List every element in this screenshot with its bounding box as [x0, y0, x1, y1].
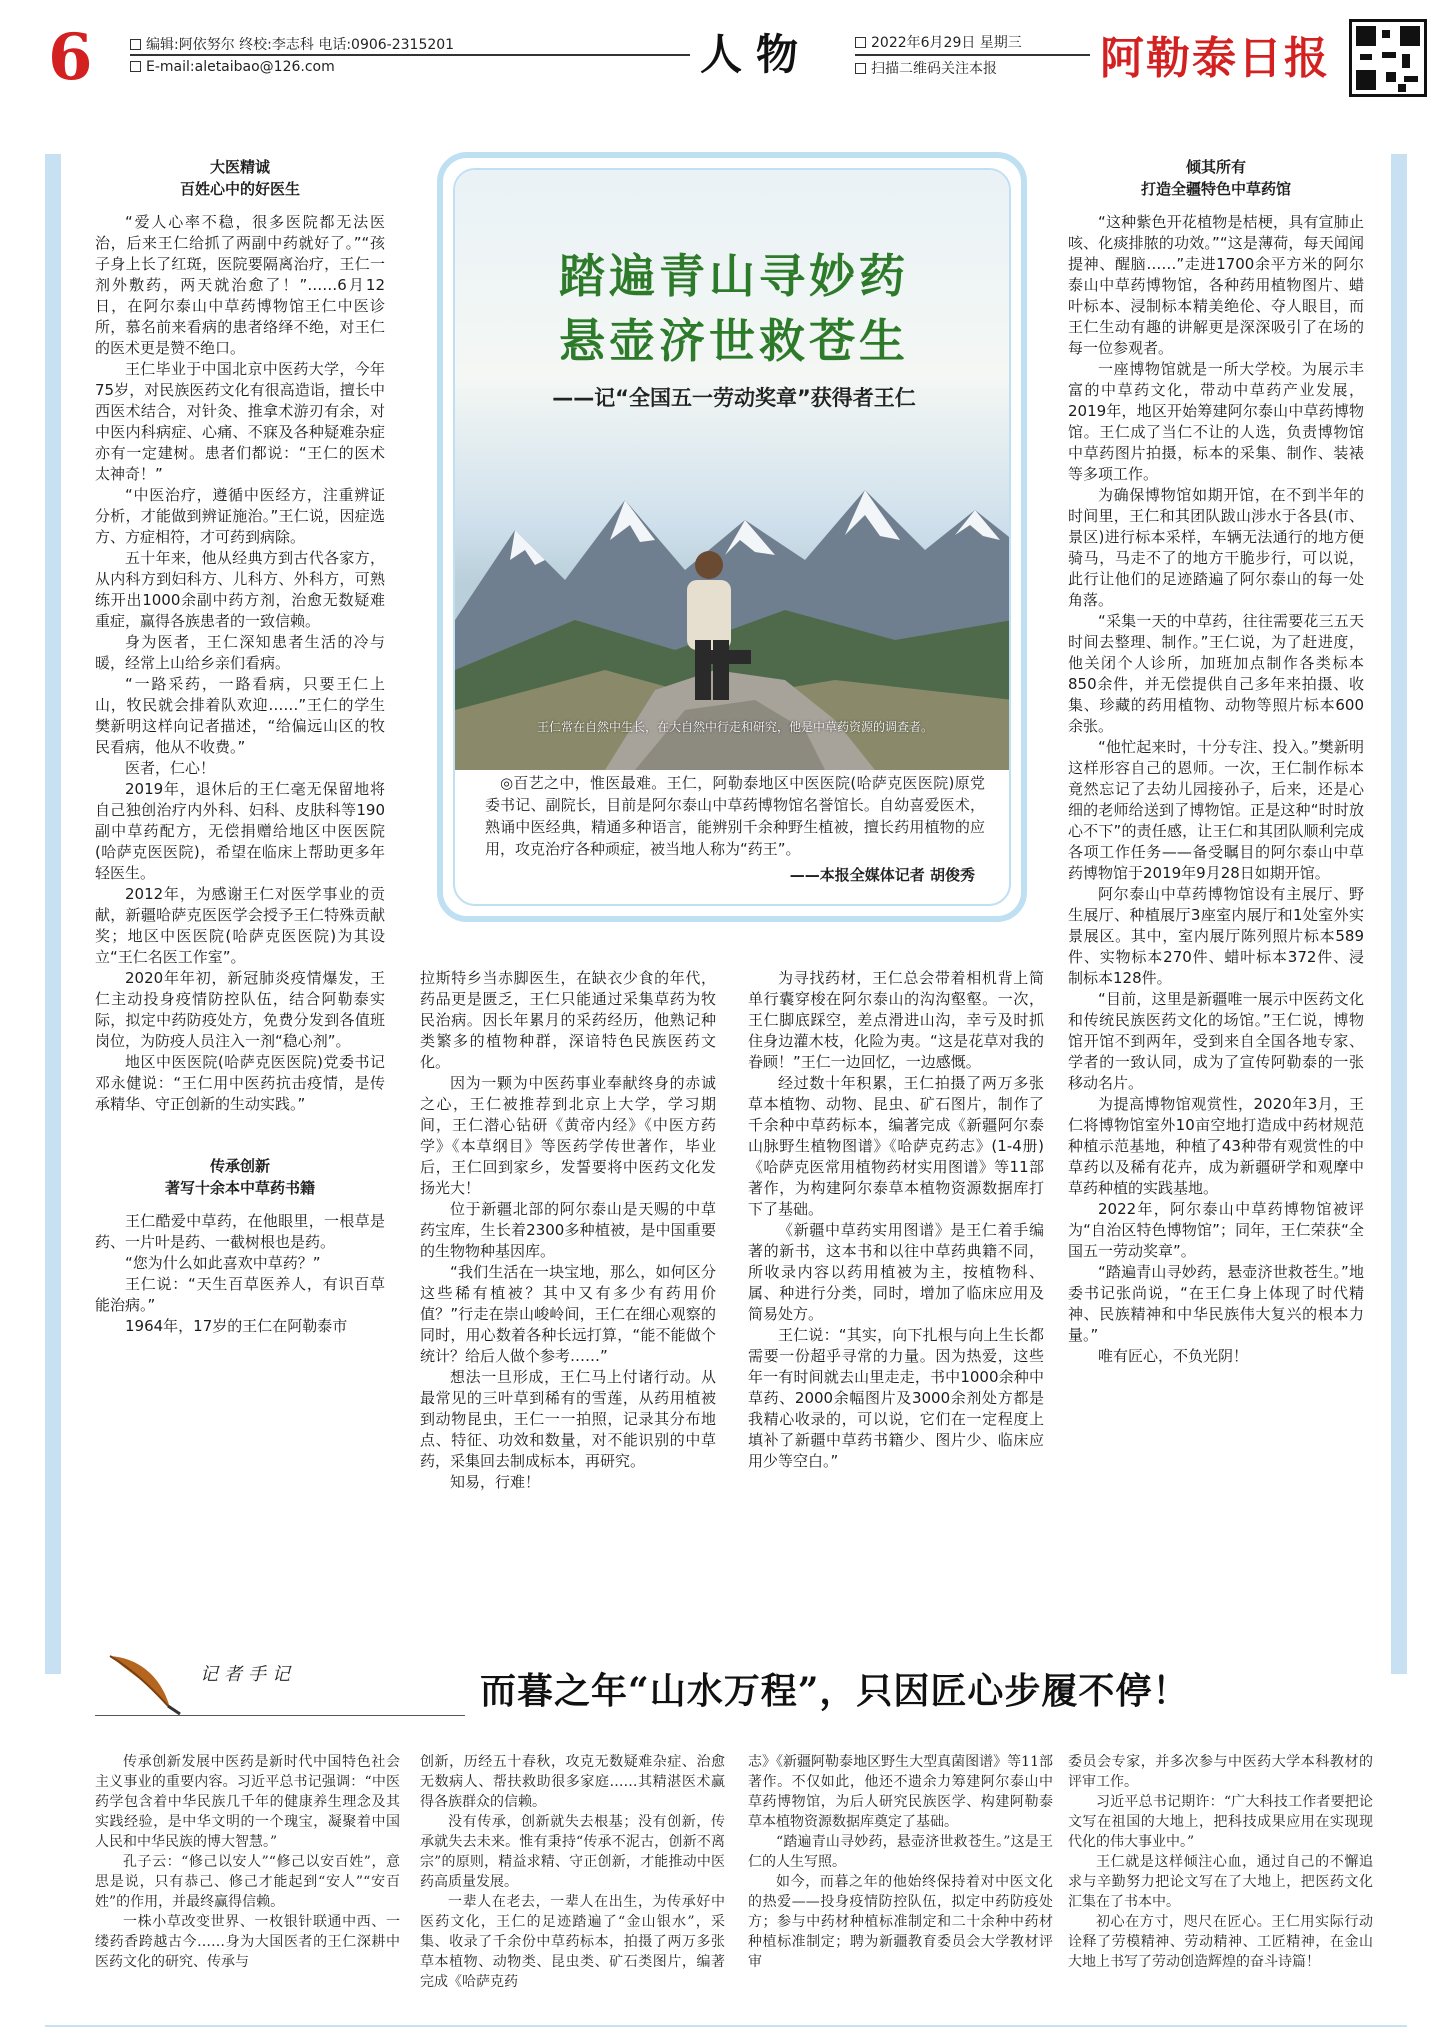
paragraph: 《新疆中草药实用图谱》是王仁着手编著的新书，这本书和以往中草药典籍不同，所收录内容以药用植被为主，按植物科、属、种进行分类，同时，增加了临床应用及简易处方。 [748, 1221, 1044, 1323]
paragraph: 唯有匠心，不负光阴！ [1098, 1347, 1249, 1365]
paragraph: 没有传承，创新就失去根基；没有创新，传承就失去未来。惟有秉持“传承不泥古，创新不离宗”的原则，精益求精、守正创新，才能推动中医药高质量发展。 [420, 1814, 725, 1890]
paragraph: “中医治疗，遵循中医经方，注重辨证分析，才能做到辨证施治。”王仁说，因症选方、方症相符，才可药到病除。 [95, 486, 385, 546]
quill-pen-icon [100, 1648, 190, 1718]
notes-label: 记者手记 [200, 1664, 296, 1685]
paragraph: “他忙起来时，十分专注、投入。”樊新明这样形容自己的恩师。一次，王仁制作标本竟然忘记了去幼儿园接孙子，后来，还是心细的老师给送到了博物馆。正是这种“时时放心不下”的责任感，让王仁和其团队顺利完成各项工作任务——备受瞩目的阿尔泰山中草药博物馆于2019年9月28日如期开馆。 [1068, 738, 1364, 882]
header-rule-left [130, 54, 690, 56]
newspaper-brand: 阿勒泰日报 [1100, 33, 1330, 84]
notes-column-2 [420, 1752, 725, 1992]
paragraph: 王仁毕业于中国北京中医药大学，今年75岁，对民族医药文化有很高造诣，擅长中西医术结合，对针灸、推拿术游刃有余，对中医内科病症、心痛、不寐及各种疑难杂症亦有一定建树。患者们都说：“王仁的医术太神奇！” [95, 360, 385, 483]
subhead-1 [95, 156, 385, 200]
paragraph: “一路采药，一路看病，只要王仁上山，牧民就会排着队欢迎……”王仁的学生樊新明这样向记者描述，“给偏远山区的牧民看病，他从不收费。” [95, 675, 385, 756]
paragraph: “踏遍青山寻妙药，悬壶济世救苍生。”这是王仁的人生写照。 [748, 1834, 1053, 1870]
notes-title: 而暮之年“山水万程”，只因匠心步履不停！ [480, 1670, 1190, 1712]
paragraph: 委员会专家，并多次参与中医药大学本科教材的评审工作。 [1068, 1754, 1373, 1790]
paragraph: 初心在方寸，咫尺在匠心。王仁用实际行动诠释了劳模精神、劳动精神、工匠精神，在金山大地上书写了劳动创造辉煌的奋斗诗篇！ [1068, 1914, 1373, 1970]
paragraph: 2020年年初，新冠肺炎疫情爆发，王仁主动投身疫情防控队伍，结合阿勒泰实际，拟定中药防疫处方，免费分发到各值班岗位，为防疫人员注入一剂“稳心剂”。 [95, 969, 385, 1050]
notes-column-3 [748, 1752, 1053, 1972]
paragraph: “这种紫色开花植物是桔梗，具有宣肺止咳、化痰排脓的功效。”“这是薄荷，每天闻闻提神、醒脑……”走进1700余平方米的阿尔泰山中草药博物馆，各种药用植物图片、蜡叶标本、浸制标本精美绝伦、夺人眼目，而王仁生动有趣的讲解更是深深吸引了在场的每一位参观者。 [1068, 213, 1364, 357]
qr-code-icon[interactable] [1349, 19, 1427, 97]
paragraph: 2012年，为感谢王仁对医学事业的贡献，新疆哈萨克医医学会授予王仁特殊贡献奖；地区中医医院(哈萨克医医院)为其设立“王仁名医工作室”。 [95, 885, 385, 966]
paragraph: 因为一颗为中医药事业奉献终身的赤诚之心，王仁被推荐到北京上大学，学习期间，王仁潜心钻研《黄帝内经》《中医方药学》《本草纲目》等医药学传世著作，毕业后，王仁回到家乡，发誓要将中医药文化发扬光大！ [420, 1074, 716, 1197]
paragraph: 王仁说：“天生百草医养人，有识百草能治病。” [95, 1275, 385, 1314]
paragraph: 一辈人在老去，一辈人在出生，为传承好中医药文化，王仁的足迹踏遍了“金山银水”，采集、收录了千余份中草药标本，拍摄了两万多张草本植物、动物类、昆虫类、矿石类图片，编著完成《哈萨克药 [420, 1894, 725, 1990]
article-column-1 [95, 156, 385, 1337]
hero-intro [485, 772, 985, 886]
checkbox-icon [855, 37, 866, 48]
date-info [855, 30, 1022, 82]
paragraph: 王仁说：“其实，向下扎根与向上生长都需要一份超乎寻常的力量。因为热爱，这些年一有时间就去山里走走，书中1000余种中草药、2000余幅图片及3000余剂处方都是我精心收录的，可以说，它们在一定程度上填补了新疆中草药书籍少、图片少、临床应用少等空白。” [748, 1326, 1044, 1470]
page-header [0, 0, 1452, 110]
subhead-line: 大医精诚 [209, 158, 270, 176]
subhead-3 [1068, 156, 1364, 200]
hero-title-line-2: 悬壶济世救苍生 [559, 314, 909, 368]
paragraph: 孔子云：“修己以安人”“修己以安百姓”，意思是说，只有恭己、修己才能起到“安人”“安百姓”的作用，并最终赢得信赖。 [95, 1854, 400, 1910]
paragraph: 身为医者，王仁深知患者生活的冷与暖，经常上山给乡亲们看病。 [95, 633, 385, 672]
notes-rule [95, 1715, 465, 1716]
hero-subtitle: ——记“全国五一劳动奖章”获得者王仁 [552, 386, 916, 410]
article-column-4 [1068, 156, 1364, 1367]
subhead-line: 倾其所有 [1185, 158, 1246, 176]
byline: ——本报全媒体记者 胡俊秀 [789, 866, 975, 884]
paragraph: 为寻找药材，王仁总会带着相机背上简单行囊穿梭在阿尔泰山的沟沟壑壑。一次，王仁脚底踩空，差点滑进山沟，幸亏及时抓住身边灌木枝，化险为夷。“这是花草对我的眷顾！”王仁一边回忆，一边感慨。 [748, 969, 1044, 1071]
paragraph: 拉斯特乡当赤脚医生，在缺衣少食的年代，药品更是匮乏，王仁只能通过采集草药为牧民治病。因长年累月的采药经历，他熟记种类繁多的植物种群，深谙特色民族医药文化。 [420, 969, 716, 1071]
paragraph: 王仁酷爱中草药，在他眼里，一根草是药、一片叶是药、一截树根也是药。 [95, 1212, 385, 1251]
paragraph: 2022年，阿尔泰山中草药博物馆被评为“自治区特色博物馆”；同年，王仁荣获“全国五一劳动奖章”。 [1068, 1200, 1364, 1260]
paragraph: “目前，这里是新疆唯一展示中医药文化和传统民族医药文化的场馆。”王仁说，博物馆开馆不到两年，受到来自全国各地专家、学者的一致认同，成为了宣传阿勒泰的一张移动名片。 [1068, 990, 1364, 1092]
paragraph: “踏遍青山寻妙药，悬壶济世救苍生。”地委书记张尚说，“在王仁身上体现了时代精神、民族精神和中华民族伟大复兴的根本力量。” [1068, 1263, 1364, 1344]
subhead-line: 传承创新 [209, 1157, 270, 1175]
paragraph: “采集一天的中草药，往往需要花三五天时间去整理、制作。”王仁说，为了赶进度，他关闭个人诊所，加班加点制作各类标本850余件，并无偿提供自己多年来拍摄、收集、珍藏的药用植物、动物等照片标本600余张。 [1068, 612, 1364, 735]
intro-text: ◎百艺之中，惟医最难。王仁，阿勒泰地区中医医院(哈萨克医医院)原党委书记、副院长，目前是阿尔泰山中草药博物馆名誉馆长。自幼喜爱医术，熟诵中医经典，精通多种语言，能辨别千余种野生植被，擅长药用植物的应用，攻克治疗各种顽症，被当地人称为“药王”。 [485, 774, 985, 858]
article-column-3 [748, 968, 1044, 1472]
paragraph: 一株小草改变世界、一枚银针联通中西、一缕药香跨越古今……身为大国医者的王仁深耕中医药文化的研究、传承与 [95, 1914, 400, 1970]
paragraph: 习近平总书记期许：“广大科技工作者要把论文写在祖国的大地上，把科技成果应用在实现现代化的伟大事业中。” [1068, 1794, 1373, 1850]
checkbox-icon [855, 63, 866, 74]
subhead-line: 百姓心中的好医生 [179, 180, 300, 198]
subhead-line: 打造全疆特色中草药馆 [1140, 180, 1291, 198]
paragraph: 医者，仁心！ [125, 759, 216, 777]
paragraph: 五十年来，他从经典方到古代各家方，从内科方到妇科方、儿科方、外科方，可熟练开出1000余副中药方剂，治愈无数疑难重症，赢得各族患者的一致信赖。 [95, 549, 385, 630]
section-title: 人物 [700, 30, 813, 79]
paragraph: 如今，而暮之年的他始终保持着对中医文化的热爱——投身疫情防控队伍，拟定中药防疫处方；参与中药材种植标准制定和二十余种中药材种植标准制定；聘为新疆教育委员会大学教材评审 [748, 1874, 1053, 1970]
paragraph: “爱人心率不稳，很多医院都无法医治，后来王仁给抓了两副中药就好了。”“孩子身上长了红斑，医院要隔离治疗，王仁一剂外敷药，两天就治愈了！”……6月12日，在阿尔泰山中草药博物馆王仁中医诊所，慕名前来看病的患者络绎不绝，对王仁的医术更是赞不绝口。 [95, 213, 385, 357]
subhead-2 [95, 1155, 385, 1199]
editor-info [130, 34, 454, 78]
left-rail [45, 154, 61, 1674]
date-line: 2022年6月29日 星期三 [871, 35, 1022, 51]
editor-line: 编辑:阿依努尔 终校:李志科 电话:0906-2315201 [146, 37, 455, 53]
subhead-line: 著写十余本中草药书籍 [164, 1179, 315, 1197]
paragraph: 志》《新疆阿勒泰地区野生大型真菌图谱》等11部著作。不仅如此，他还不遗余力筹建阿尔泰山中草药博物馆，为后人研究民族医学、构建阿勒泰草本植物资源数据库奠定了基础。 [748, 1754, 1053, 1830]
paragraph: 地区中医医院(哈萨克医医院)党委书记邓永健说：“王仁用中医药抗击疫情，是传承精华、守正创新的生动实践。” [95, 1053, 385, 1113]
notes-column-4 [1068, 1752, 1373, 1972]
hero-title-line-1: 踏遍青山寻妙药 [559, 249, 909, 303]
bottom-rule [45, 2025, 1407, 2027]
paragraph: 想法一旦形成，王仁马上付诸行动。从最常见的三叶草到稀有的雪莲，从药用植被到动物昆虫，王仁一一拍照，记录其分布地点、特征、功效和数量，对不能识别的中草药，采集回去制成标本，再研究。 [420, 1368, 716, 1470]
checkbox-icon [130, 61, 141, 72]
photo-caption: 王仁常在自然中生长，在大自然中行走和研究，他是中草药资源的调查者。 [536, 720, 933, 734]
hero-inner [453, 168, 1011, 906]
paragraph: 知易，行难！ [450, 1473, 541, 1491]
feature-hero-box [437, 152, 1027, 922]
paragraph: “我们生活在一块宝地，那么，如何区分这些稀有植被？其中又有多少有药用价值？”行走在崇山峻岭间，王仁在细心观察的同时，用心数着各种长远打算，“能不能做个统计？给后人做个参考……” [420, 1263, 716, 1365]
article-column-2 [420, 968, 716, 1493]
paragraph: “您为什么如此喜欢中草药？” [125, 1254, 321, 1272]
page-number: 6 [48, 20, 93, 95]
checkbox-icon [130, 39, 141, 50]
qr-line: 扫描二维码关注本报 [871, 61, 997, 77]
paragraph: 经过数十年积累，王仁拍摄了两万多张草本植物、动物、昆虫、矿石图片，制作了千余种中草药标本，编著完成《新疆阿尔泰山脉野生植物图谱》《哈萨克药志》(1-4册)《哈萨克医常用植物药材实用图谱》等11部著作，为构建阿尔泰草本植物资源数据库打下了基础。 [748, 1074, 1044, 1218]
paragraph: 1964年，17岁的王仁在阿勒泰市 [125, 1317, 348, 1335]
paragraph: 创新，历经五十春秋，攻克无数疑难杂症、治愈无数病人、帮扶救助很多家庭……其精湛医术赢得各族群众的信赖。 [420, 1754, 725, 1810]
paragraph: 传承创新发展中医药是新时代中国特色社会主义事业的重要内容。习近平总书记强调：“中医药学包含着中华民族几千年的健康养生理念及其实践经验，是中华文明的一个瑰宝，凝聚着中国人民和中华民族的博大智慧。” [95, 1754, 400, 1850]
paragraph: 阿尔泰山中草药博物馆设有主展厅、野生展厅、种植展厅3座室内展厅和1处室外实景展区。其中，室内展厅陈列照片标本589件、实物标本270件、蜡叶标本372件、浸制标本128件。 [1068, 885, 1364, 987]
right-rail [1391, 154, 1407, 1674]
paragraph: 王仁就是这样倾注心血，通过自己的不懈追求与辛勤努力把论文写在了大地上，把医药文化汇集在了书本中。 [1068, 1854, 1373, 1910]
paragraph: 2019年，退休后的王仁毫无保留地将自己独创治疗内外科、妇科、皮肤科等190副中草药配方，无偿捐赠给地区中医医院(哈萨克医医院)，希望在临床上帮助更多年轻医生。 [95, 780, 385, 882]
paragraph: 为确保博物馆如期开馆，在不到半年的时间里，王仁和其团队跋山涉水于各县(市、景区)进行标本采样，车辆无法通行的地方便骑马，马走不了的地方干脆步行，可以说，此行让他们的足迹踏遍了阿尔泰山的每一处角落。 [1068, 486, 1364, 609]
paragraph: 位于新疆北部的阿尔泰山是天赐的中草药宝库，生长着2300多种植被，是中国重要的生物物种基因库。 [420, 1200, 716, 1260]
paragraph: 为提高博物馆观赏性，2020年3月，王仁将博物馆室外10亩空地打造成中药材规范种植示范基地，种植了43种带有观赏性的中草药以及稀有花卉，成为新疆研学和观摩中草药种植的实践基地。 [1068, 1095, 1364, 1197]
email-line: E-mail:aletaibao@126.com [146, 59, 335, 75]
paragraph: 一座博物馆就是一所大学校。为展示丰富的中草药文化，带动中草药产业发展，2019年，地区开始筹建阿尔泰山中草药博物馆。王仁成了当仁不让的人选，负责博物馆中草药图片拍摄，标本的采集、制作、装裱等多项工作。 [1068, 360, 1364, 483]
notes-column-1 [95, 1752, 400, 1972]
